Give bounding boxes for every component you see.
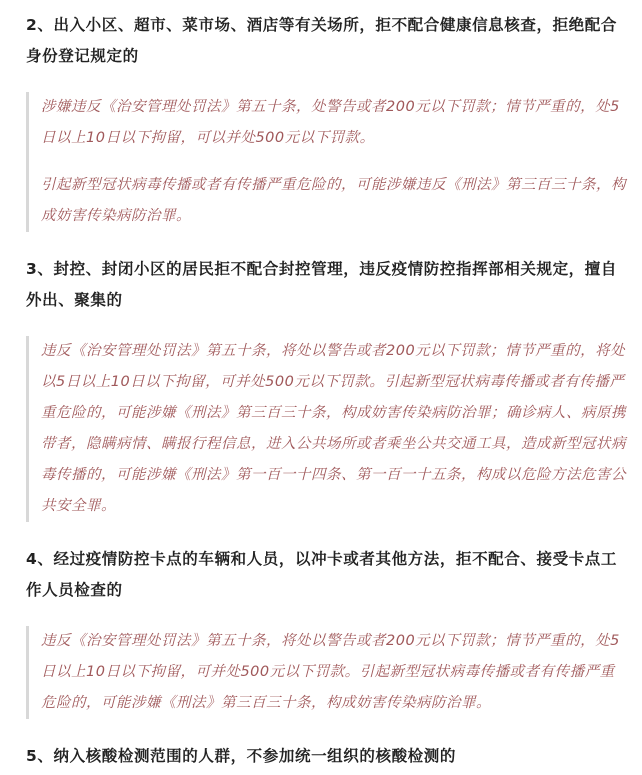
section-heading-4: 4、经过疫情防控卡点的车辆和人员，以冲卡或者其他方法，拒不配合、接受卡点工作人员检查的 <box>26 550 617 599</box>
legal-quote-4 <box>26 626 628 719</box>
legal-quote-3 <box>26 336 628 522</box>
section-heading-5: 5、纳入核酸检测范围的人群，不参加统一组织的核酸检测的 <box>26 747 456 765</box>
legal-quote-2 <box>26 92 628 232</box>
quote-paragraph: 违反《治安管理处罚法》第五十条，将处以警告或者200元以下罚款；情节严重的，将处以5日以上10日以下拘留，可并处500元以下罚款。引起新型冠状病毒传播或者有传播严重危险的，可能涉嫌《刑法》第三百三十条，构成妨害传染病防治罪；确诊病人、病原携带者，隐瞒病情、瞒报行程信息，进入公共场所或者乘坐公共交通工具，造成新型冠状病毒传播的，可能涉嫌《刑法》第一百一十四条、第一百一十五条，构成以危险方法危害公共安全罪。 <box>41 343 626 514</box>
quote-paragraph: 违反《治安管理处罚法》第五十条，将处以警告或者200元以下罚款；情节严重的，处5日以上10日以下拘留，可并处500元以下罚款。引起新型冠状病毒传播或者有传播严重危险的，可能涉嫌《刑法》第三百三十条，构成妨害传染病防治罪。 <box>41 633 620 711</box>
quote-paragraph: 引起新型冠状病毒传播或者有传播严重危险的，可能涉嫌违反《刑法》第三百三十条，构成妨害传染病防治罪。 <box>41 177 626 224</box>
section-heading-2: 2、出入小区、超市、菜市场、酒店等有关场所，拒不配合健康信息核查，拒绝配合身份登记规定的 <box>26 16 617 65</box>
section-heading-3: 3、封控、封闭小区的居民拒不配合封控管理，违反疫情防控指挥部相关规定，擅自外出、聚集的 <box>26 260 617 309</box>
quote-paragraph: 涉嫌违反《治安管理处罚法》第五十条，处警告或者200元以下罚款；情节严重的，处5日以上10日以下拘留，可以并处500元以下罚款。 <box>41 99 620 146</box>
